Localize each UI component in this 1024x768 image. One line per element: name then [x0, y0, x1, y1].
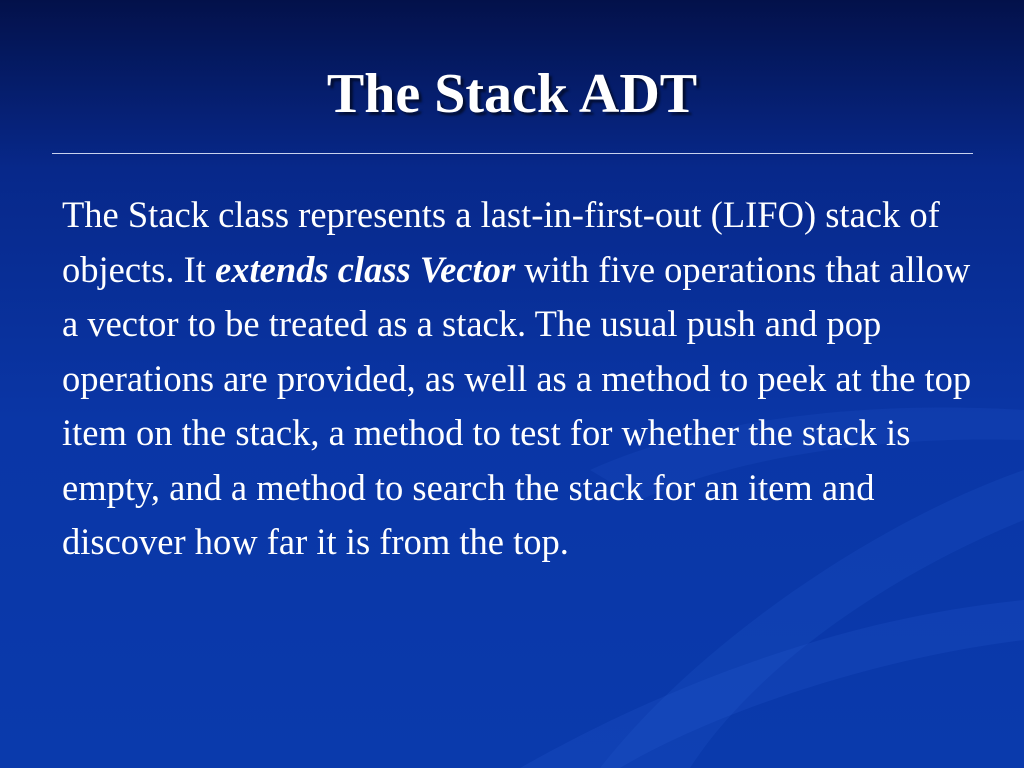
slide-title: The Stack ADT [326, 63, 698, 125]
paragraph-text-part-2: with five operations that allow a vector to be treated as a stack. The usual push and pop operations are provided, as well as a method to peek at the top item on the stack, a method to test for whether the stack is empty, and a method to search the stack for an item and discover how far it is from the top. [62, 248, 972, 562]
title-divider [52, 153, 973, 154]
paragraph-text-part-1: The Stack class represents a last-in-first-out (LIFO) stack of objects. It [62, 194, 940, 290]
body-paragraph [62, 188, 982, 570]
paragraph-emphasis: extends class Vector [215, 248, 516, 290]
